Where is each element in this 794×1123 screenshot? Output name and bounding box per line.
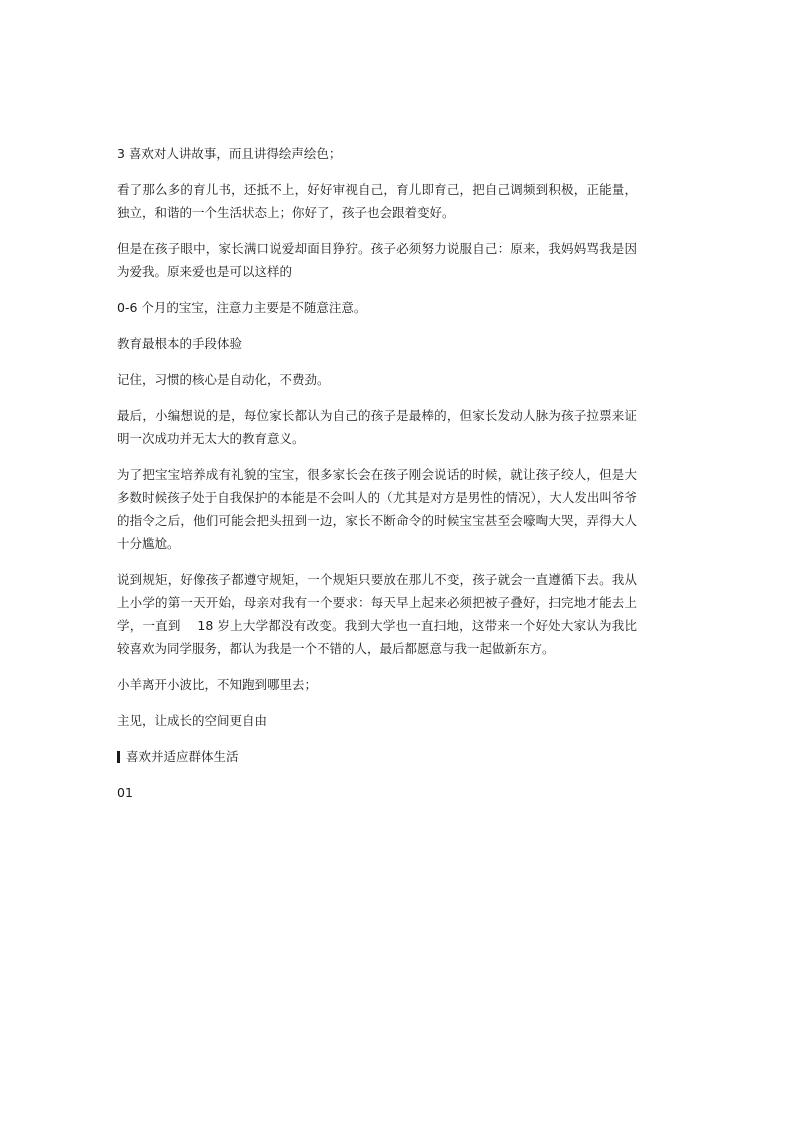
section-heading xyxy=(117,745,637,768)
paragraph: 看了那么多的育儿书，还抵不上，好好审视自己，育儿即育己，把自己调频到积极，正能量，独立，和谐的一个生活状态上；你好了，孩子也会跟着变好。 xyxy=(117,182,637,220)
heading-bar-icon xyxy=(117,751,120,763)
paragraph: 记住，习惯的核心是自动化，不费劲。 xyxy=(117,372,330,387)
paragraph: 小羊离开小波比，不知跑到哪里去； xyxy=(117,677,318,692)
paragraph: 但是在孩子眼中，家长满口说爱却面目狰狞。孩子必须努力说服自己：原来，我妈妈骂我是因为爱我。原来爱也是可以这样的 xyxy=(117,241,637,279)
paragraph: 说到规矩，好像孩子都遵守规矩，一个规矩只要放在那儿不变，孩子就会一直遵循下去。我从上小学的第一天开始，母亲对我有一个要求：每天早上起来必须把被子叠好，扫完地才能去上学，一直到 18 岁上大学都没有改变。我到大学也一直扫地，这带来一个好处大家认为我比较喜欢为同学服务，都认为我是一个不错的人，最后都愿意与我一起做新东方。 xyxy=(117,572,637,656)
paragraph: 为了把宝宝培养成有礼貌的宝宝，很多家长会在孩子刚会说话的时候，就让孩子绞人，但是大多数时候孩子处于自我保护的本能是不会叫人的（尤其是对方是男性的情况），大人发出叫爷爷的指令之后，他们可能会把头扭到一边，家长不断命令的时候宝宝甚至会嚎啕大哭，弄得大人十分尴尬。 xyxy=(117,467,637,551)
section-heading-text: 喜欢并适应群体生活 xyxy=(126,749,239,764)
paragraph: 主见，让成长的空间更自由 xyxy=(117,713,268,728)
paragraph: 3 喜欢对人讲故事，而且讲得绘声绘色； xyxy=(117,146,342,161)
paragraph: 教育最根本的手段体验 xyxy=(117,336,243,351)
paragraph: 0-6 个月的宝宝，注意力主要是不随意注意。 xyxy=(117,300,367,315)
paragraph: 最后，小编想说的是，每位家长都认为自己的孩子是最棒的，但家长发动人脉为孩子拉票来证明一次成功并无太大的教育意义。 xyxy=(117,408,637,446)
section-number: 01 xyxy=(117,785,133,800)
document-body xyxy=(117,142,637,817)
